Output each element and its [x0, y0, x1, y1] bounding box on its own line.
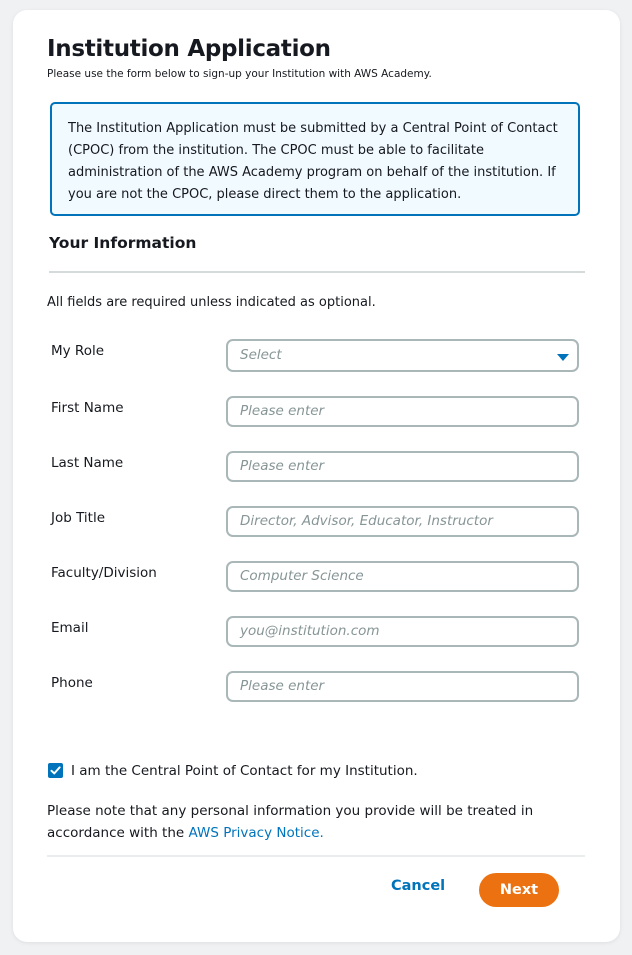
page-title: Institution Application [47, 36, 331, 62]
first-name-input[interactable]: Please enter [226, 396, 579, 427]
privacy-note-text: Please note that any personal information you provide will be treated in accordance with the [47, 803, 534, 841]
section-title: Your Information [49, 234, 197, 252]
privacy-notice-link[interactable]: AWS Privacy Notice. [188, 825, 324, 841]
footer-divider [47, 855, 585, 857]
required-fields-note: All fields are required unless indicated as optional. [47, 295, 376, 310]
section-divider [49, 271, 585, 273]
page-subtitle: Please use the form below to sign-up your Institution with AWS Academy. [47, 68, 432, 80]
role-select[interactable] [226, 339, 579, 372]
cancel-button[interactable]: Cancel [391, 878, 446, 894]
role-label: My Role [51, 343, 105, 359]
faculty-input[interactable]: Computer Science [226, 561, 579, 592]
email-label: Email [51, 620, 89, 636]
application-card [13, 10, 620, 942]
phone-label: Phone [51, 675, 93, 691]
role-select-placeholder: Select [240, 347, 282, 363]
cpoc-checkbox-label: I am the Central Point of Contact for my Institution. [71, 763, 418, 779]
first-name-label: First Name [51, 400, 124, 416]
last-name-input[interactable]: Please enter [226, 451, 579, 482]
privacy-note [47, 800, 592, 844]
email-input[interactable]: you@institution.com [226, 616, 579, 647]
job-title-label: Job Title [51, 510, 106, 526]
phone-input[interactable]: Please enter [226, 671, 579, 702]
checkmark-icon [50, 765, 61, 776]
job-title-input[interactable]: Director, Advisor, Educator, Instructor [226, 506, 579, 537]
cpoc-checkbox[interactable] [48, 763, 63, 778]
cpoc-info-box: The Institution Application must be submitted by a Central Point of Contact (CPOC) from the institution. The CPOC must be able to facilitate administration of the AWS Academy program on behalf of the institution. If you are not the CPOC, please direct them to the application. [50, 102, 580, 216]
faculty-label: Faculty/Division [51, 565, 157, 581]
next-button[interactable]: Next [479, 873, 559, 907]
chevron-down-icon [557, 354, 569, 361]
last-name-label: Last Name [51, 455, 124, 471]
